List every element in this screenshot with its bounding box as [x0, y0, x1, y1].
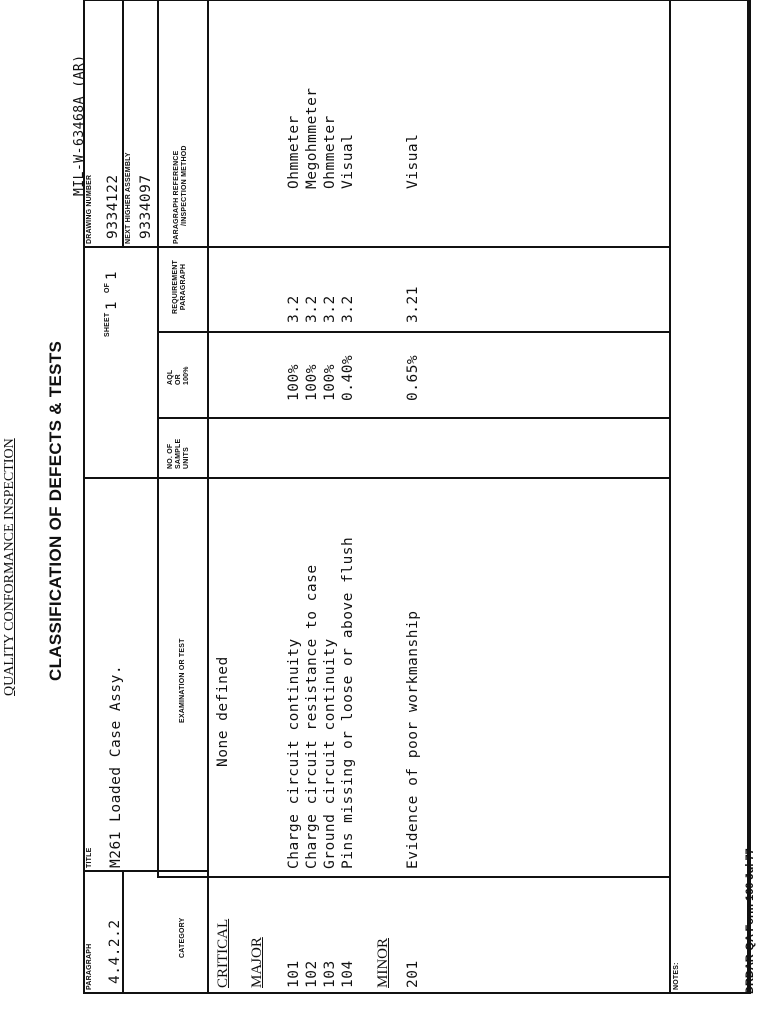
- requirement-paragraph: 3.2: [322, 295, 338, 323]
- divider: [83, 870, 207, 872]
- sheet-label: SHEET: [104, 312, 111, 337]
- title-value: M261 Loaded Case Assy.: [108, 664, 124, 868]
- examination-text: Charge circuit continuity: [286, 638, 302, 869]
- spec-number: MIL-W-63468A (AR): [72, 54, 87, 196]
- divider: [157, 0, 159, 248]
- examination-text: Pins missing or loose or above flush: [340, 536, 356, 869]
- requirement-paragraph: 3.2: [304, 295, 320, 323]
- aql-line: OR: [175, 374, 182, 385]
- minor-section-label: MINOR: [375, 937, 391, 988]
- inspection-method: Visual: [405, 133, 421, 189]
- aql-value: 100%: [322, 364, 338, 401]
- aql-value: 100%: [304, 364, 320, 401]
- requirement-paragraph: 3.2: [340, 295, 356, 323]
- category-code: 201: [405, 960, 421, 988]
- paragraph-value: 4.4.2.2: [107, 919, 123, 984]
- major-section-label: MAJOR: [249, 937, 265, 988]
- aql-value: 100%: [286, 364, 302, 401]
- aql-value: 0.40%: [340, 354, 356, 401]
- sample-units-line: UNITS: [183, 447, 190, 469]
- category-header: CATEGORY: [179, 917, 186, 958]
- inspection-method: Visual: [340, 133, 356, 189]
- divider: [122, 0, 124, 248]
- examination-text: Evidence of poor workmanship: [405, 610, 421, 869]
- notes-label: NOTES:: [673, 962, 680, 990]
- divider: [83, 246, 669, 248]
- req-par-line: PARAGRAPH: [180, 263, 187, 311]
- drawing-number-value: 9334122: [105, 174, 121, 239]
- next-higher-assembly-value: 9334097: [138, 174, 154, 239]
- paragraph-reference-header: [173, 145, 189, 244]
- divider: [157, 248, 159, 878]
- paragraph-label: PARAGRAPH: [86, 943, 93, 990]
- category-code: 103: [322, 960, 338, 988]
- divider: [83, 477, 669, 479]
- category-code: 101: [286, 960, 302, 988]
- next-higher-assembly-label: NEXT HIGHER ASSEMBLY: [125, 152, 132, 244]
- aql-line: AQL: [167, 369, 174, 385]
- requirement-paragraph: 3.2: [286, 295, 302, 323]
- aql-value: 0.65%: [405, 354, 421, 401]
- sample-units-header: [167, 439, 191, 469]
- drawing-number-label: DRAWING NUMBER: [86, 174, 93, 244]
- critical-section-label: CRITICAL: [215, 918, 231, 988]
- divider: [207, 0, 209, 994]
- sheet-of-label: OF: [104, 282, 111, 293]
- par-ref-line: PARAGRAPH REFERENCE: [173, 150, 180, 244]
- divider: [157, 876, 669, 878]
- inspection-method: Ohmmeter: [322, 115, 338, 189]
- requirement-paragraph-header: [172, 260, 188, 314]
- divider: [749, 0, 751, 994]
- examination-header: EXAMINATION OR TEST: [179, 638, 186, 723]
- requirement-paragraph: 3.21: [405, 286, 421, 323]
- examination-text: Ground circuit continuity: [322, 638, 338, 869]
- aql-line: 100%: [183, 366, 190, 385]
- sample-units-line: SAMPLE: [175, 438, 182, 469]
- quality-conformance-heading: QUALITY CONFORMANCE INSPECTION: [2, 438, 17, 696]
- document-title: CLASSIFICATION OF DEFECTS & TESTS: [46, 340, 65, 681]
- inspection-method: Ohmmeter: [286, 115, 302, 189]
- aql-header: [167, 366, 191, 385]
- sheet-number: 1: [104, 301, 120, 310]
- category-code: 102: [304, 960, 320, 988]
- divider: [669, 0, 671, 994]
- critical-none-defined: None defined: [215, 656, 231, 767]
- category-code: 104: [340, 960, 356, 988]
- divider: [157, 417, 669, 419]
- req-par-line: REQUIREMENT: [172, 260, 179, 314]
- inspection-method: Megohmmeter: [304, 87, 320, 189]
- title-label: TITLE: [86, 847, 93, 868]
- sheet-total: 1: [104, 271, 120, 280]
- form-number: DRDAR-QA Form 160 Jul 77: [744, 848, 756, 994]
- sample-units-line: NO. OF: [167, 443, 174, 469]
- examination-text: Charge circuit resistance to case: [304, 564, 320, 869]
- par-ref-line: /INSPECTION METHOD: [181, 145, 188, 226]
- divider: [157, 331, 669, 333]
